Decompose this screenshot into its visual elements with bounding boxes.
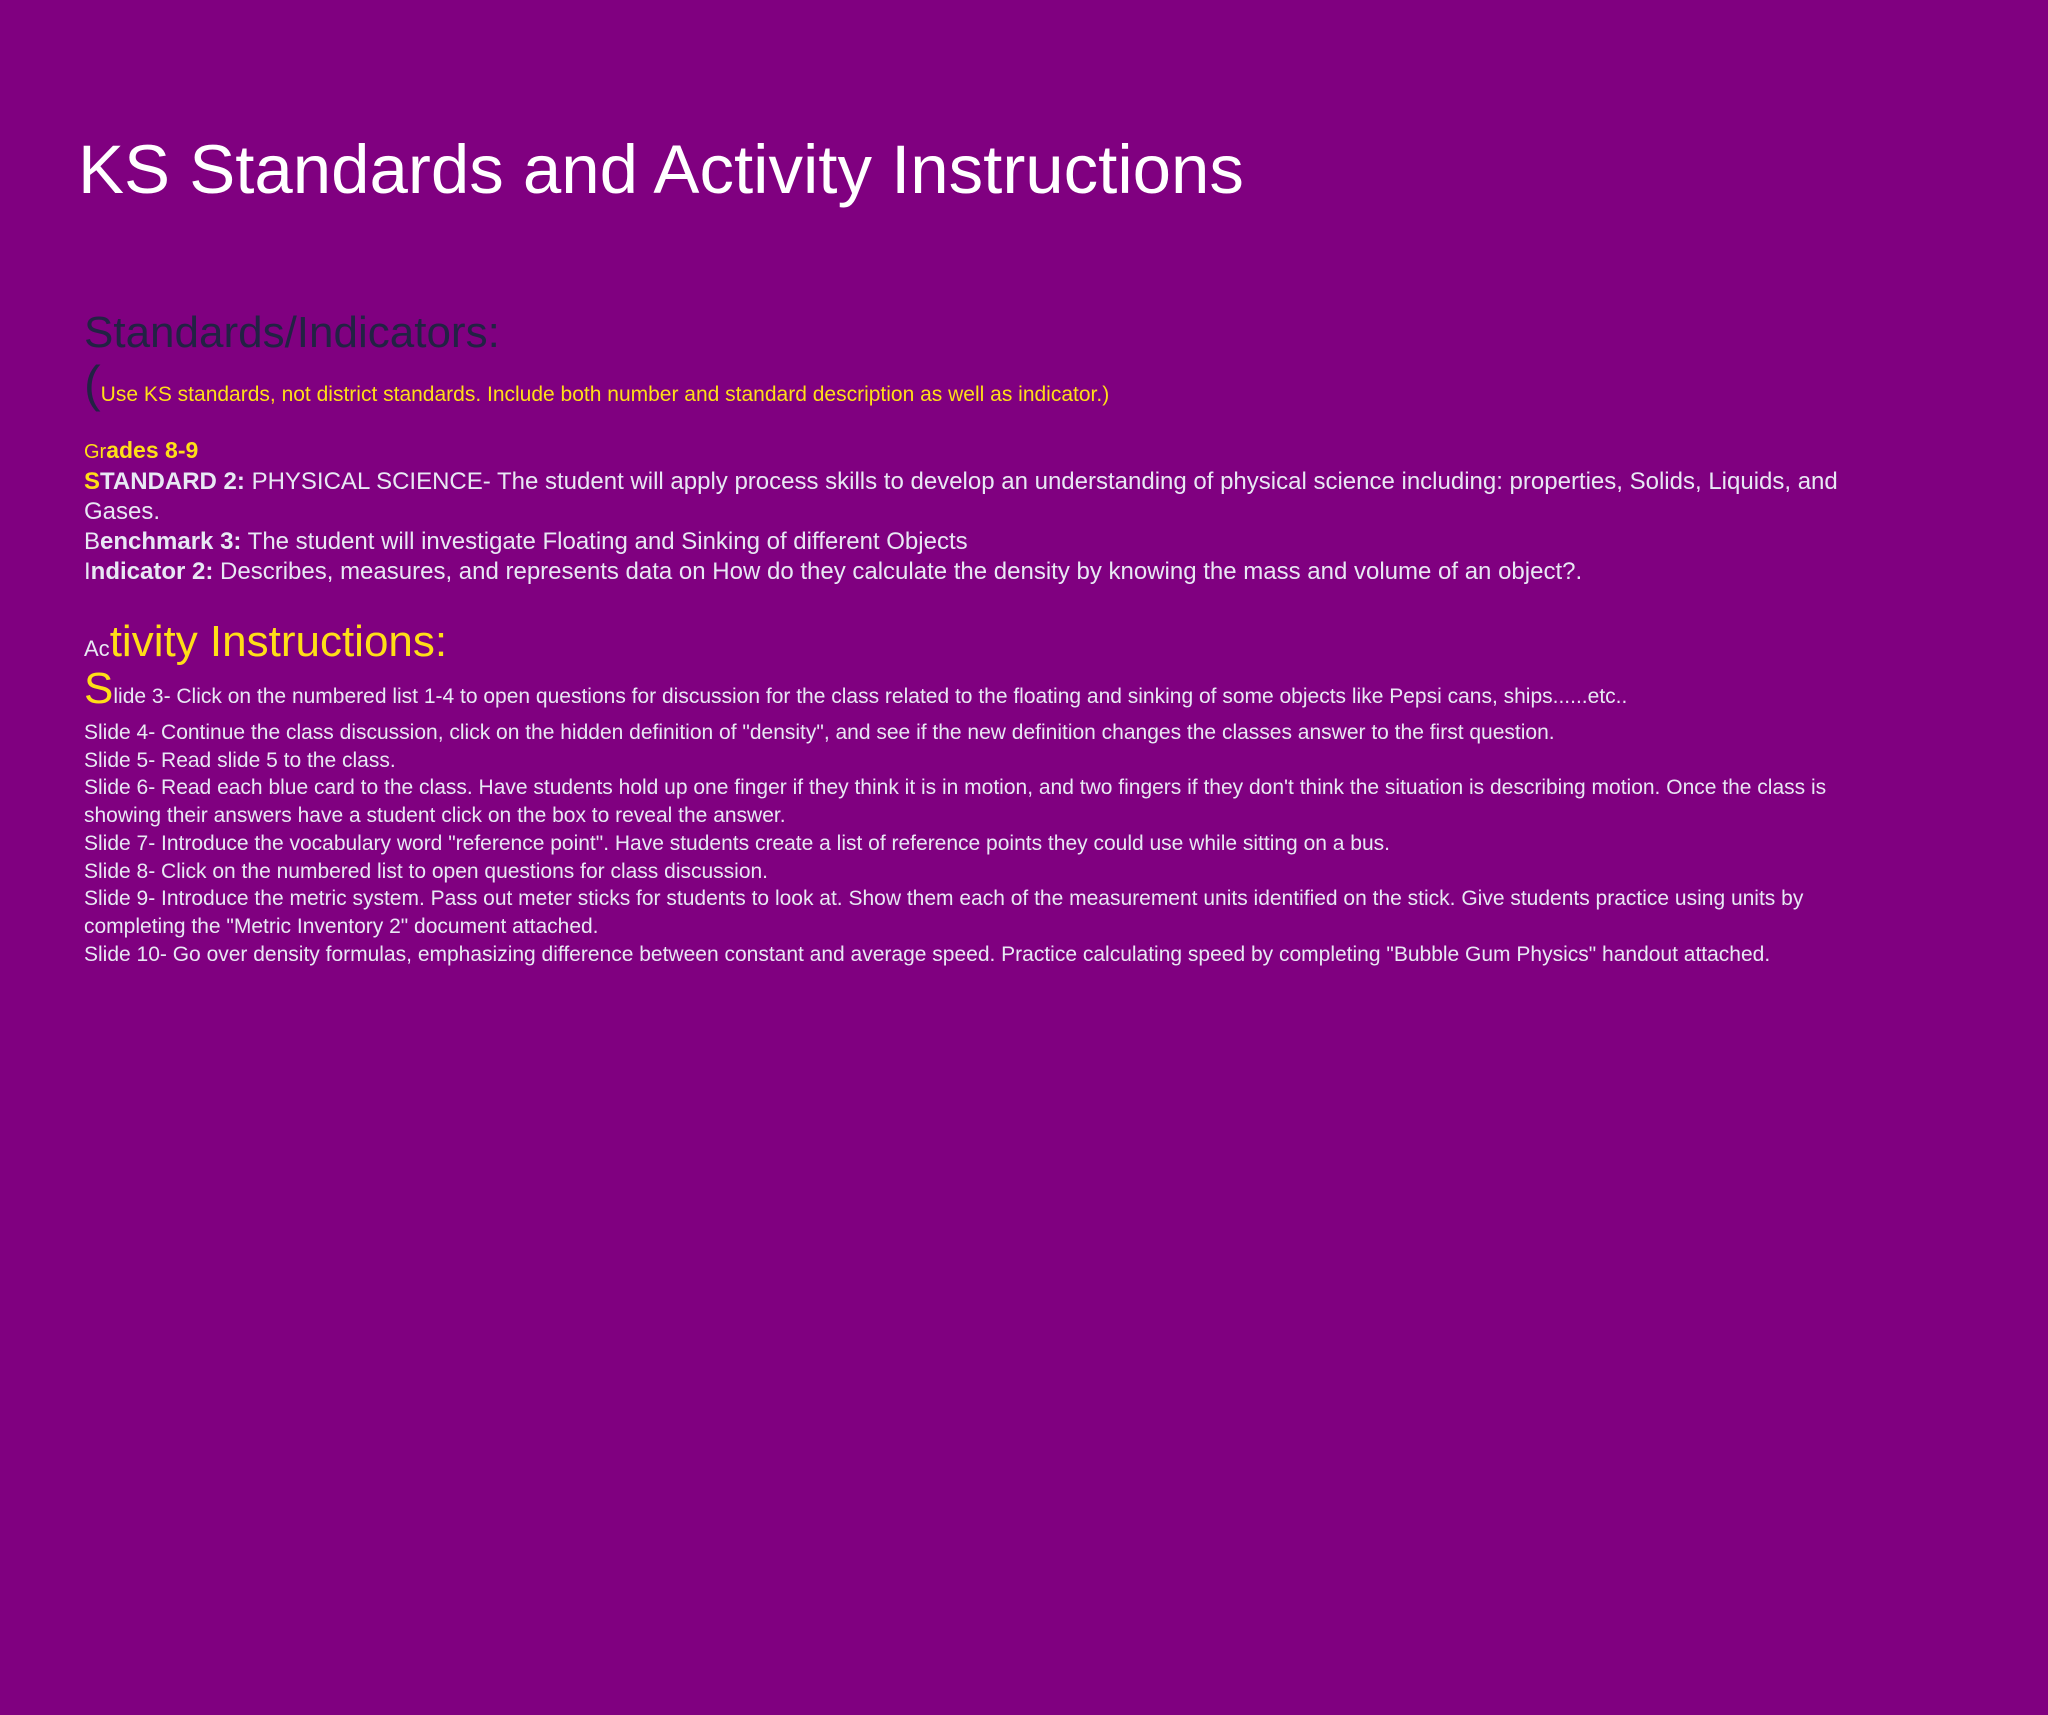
grades-line xyxy=(84,435,1884,467)
benchmark-label: enchmark 3: xyxy=(100,528,242,555)
slide-instruction: Slide 10- Go over density formulas, emphasizing difference between constant and average speed. Practice calculating speed by completing "Bubble Gum Physics" handout attached. xyxy=(84,942,1771,966)
standard-first-letter: S xyxy=(84,468,101,495)
standards-heading: Standards/Indicators: xyxy=(84,308,500,357)
indicator-text: Describes, measures, and represents data on How do they calculate the density by knowing the mass and volume of an object?. xyxy=(213,558,1583,585)
activity-heading-text: tivity Instructions: xyxy=(109,617,448,666)
slide-first-letter: S xyxy=(84,664,114,713)
slide-instruction xyxy=(84,664,1884,719)
benchmark-first-letter: B xyxy=(84,528,101,555)
grades-prefix: Gr xyxy=(84,441,107,463)
slide-instruction: Slide 8- Click on the numbered list to open questions for class discussion. xyxy=(84,859,769,883)
standards-note xyxy=(84,356,1884,412)
benchmark-line xyxy=(84,527,1884,557)
activity-heading xyxy=(84,617,1884,667)
content-body xyxy=(84,305,1884,968)
slide-instruction: Slide 6- Read each blue card to the class. Have students hold up one finger if they think it is in motion, and two fingers if they don't think the situation is describing motion. Once the class is showing their answers have a student click on the box to reveal the answer. xyxy=(84,776,1827,828)
slide-instruction-text: lide 3- Click on the numbered list 1-4 to open questions for discussion for the class related to the floating and sinking of some objects like Pepsi cans, ships......etc.. xyxy=(113,685,1628,708)
slide-instruction: Slide 9- Introduce the metric system. Pass out meter sticks for students to look at. Show them each of the measurement units identified on the stick. Give students practice using units by completing the "Metric Inventory 2" document attached. xyxy=(84,887,1804,938)
grades-value: ades 8-9 xyxy=(106,437,199,463)
standard-label: TANDARD 2: xyxy=(100,468,245,495)
note-open-paren: ( xyxy=(84,356,101,412)
activity-heading-prefix: Ac xyxy=(84,636,110,661)
slide-title: KS Standards and Activity Instructions xyxy=(78,131,1244,208)
standard-text: The student will apply process skills to develop an understanding of physical science including: properties, Solids, Liquids, and Gases. xyxy=(84,468,1838,525)
note-text: Use KS standards, not district standards. Include both number and standard description as well as indicator.) xyxy=(100,383,1110,406)
indicator-line xyxy=(84,557,1884,587)
slide-instruction: Slide 7- Introduce the vocabulary word "reference point". Have students create a list of reference points they could use while sitting on a bus. xyxy=(84,831,1390,855)
slide-instruction: Slide 4- Continue the class discussion, click on the hidden definition of "density", and see if the new definition changes the classes answer to the first question. xyxy=(84,721,1555,744)
benchmark-text: The student will investigate Floating and Sinking of different Objects xyxy=(241,528,968,555)
slide-instruction: Slide 5- Read slide 5 to the class. xyxy=(84,748,396,772)
standard-topic: PHYSICAL SCIENCE- xyxy=(244,468,491,495)
indicator-first-letter: I xyxy=(84,558,91,585)
standard-line xyxy=(84,467,1884,527)
indicator-label: ndicator 2: xyxy=(90,558,214,585)
